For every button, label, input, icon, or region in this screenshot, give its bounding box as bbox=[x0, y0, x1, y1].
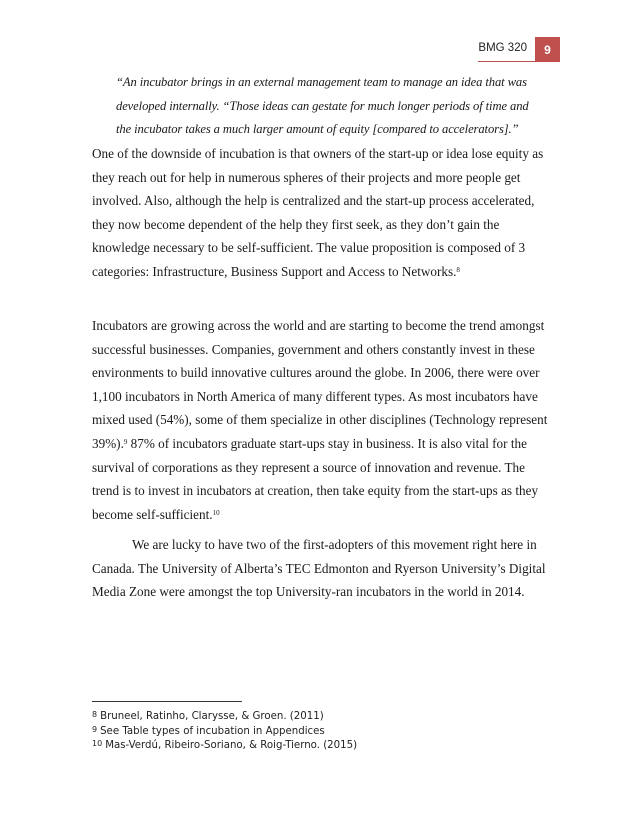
footnote-number: 9 bbox=[92, 724, 98, 734]
footnote-text: See Table types of incubation in Appendices bbox=[100, 725, 325, 737]
paragraph-growth bbox=[92, 314, 550, 526]
paragraph-downside bbox=[92, 142, 550, 284]
page-number-badge: 9 bbox=[535, 37, 560, 62]
footnote-ref-10: 10 bbox=[212, 508, 220, 517]
footnote-item bbox=[92, 723, 542, 738]
footnote-item bbox=[92, 737, 542, 752]
footnote-number: 8 bbox=[92, 710, 98, 719]
paragraph-growth-text-a: Incubators are growing across the world and are starting to become the trend amongst successful businesses. Companies, government and others constantly invest in these environments to build innovative cultures around the globe. In 2006, there were over 1,100 incubators in North America of many different types. As most incubators have mixed used (54%), some of them specialize in other disciplines (Technology represent 39%). bbox=[92, 318, 548, 451]
paragraph-canada: We are lucky to have two of the first-adopters of this movement right here in Canada. The University of Alberta’s TEC Edmonton and Ryerson University’s Digital Media Zone were amongst the top University-ran incubators in the world in 2014. bbox=[92, 537, 546, 600]
header-title: BMG 320 bbox=[478, 37, 535, 62]
block-quote: “An incubator brings in an external management team to manage an idea that was developed internally. “Those ideas can gestate for much longer periods of time and the incubator takes a much larger amount of equity [compared to accelerators].” bbox=[116, 75, 529, 137]
paragraph-growth-text-b: 87% of incubators graduate start-ups stay in business. It is also vital for the survival of corporations as they represent a source of innovation and revenue. The trend is to invest in incubators at creation, then take equity from the start-ups as they become self-sufficient. bbox=[92, 435, 539, 522]
footnote-text: Bruneel, Ratinho, Clarysse, & Groen. (2011) bbox=[100, 711, 324, 722]
footnotes bbox=[92, 708, 542, 752]
footnote-text: Mas-Verdú, Ribeiro-Soriano, & Roig-Tierno. (2015) bbox=[105, 740, 358, 751]
footnote-ref-8: 8 bbox=[456, 265, 460, 274]
footnote-divider bbox=[92, 701, 242, 702]
paragraph-downside-text: One of the downside of incubation is that owners of the start-up or idea lose equity as they reach out for help in numerous spheres of their projects and more people get involved. Also, although the help is centralized and the start-up process accelerated, they now become dependent of the help they first seek, as they don’t gain the knowledge necessary to be self-sufficient. The value proposition is composed of 3 categories: Infrastructure, Business Support and Access to Networks. bbox=[92, 146, 544, 279]
footnote-ref-9: 9 bbox=[123, 437, 128, 446]
page-header bbox=[478, 37, 560, 62]
footnote-item bbox=[92, 708, 542, 723]
footnote-number: 10 bbox=[92, 739, 103, 748]
